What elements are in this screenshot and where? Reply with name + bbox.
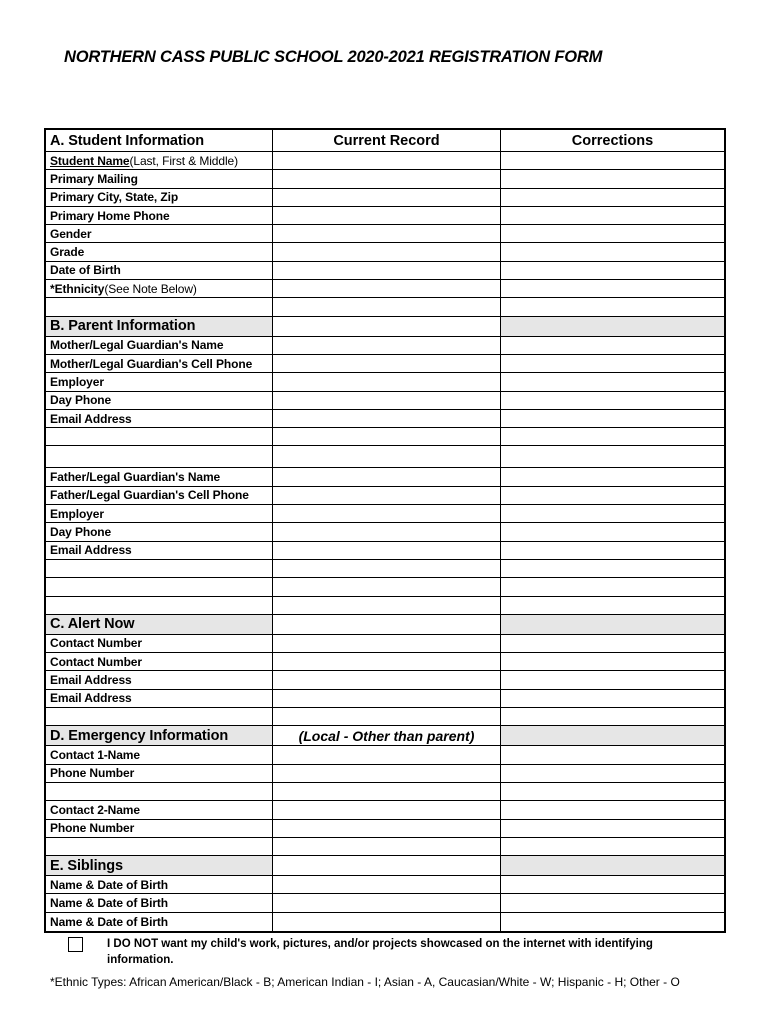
corrections-cell[interactable]: [501, 542, 724, 559]
blank-cell: [46, 428, 273, 445]
blank-row: [46, 783, 724, 801]
blank-row: [46, 597, 724, 615]
table-row: [46, 468, 724, 486]
ethnicity-note: (See Note Below): [104, 281, 197, 296]
table-row: [46, 207, 724, 225]
current-record-cell[interactable]: [273, 392, 501, 409]
emergency-note: (Local - Other than parent): [273, 726, 501, 745]
field-label: Mother/Legal Guardian's Name: [46, 337, 273, 354]
current-record-header: Current Record: [273, 130, 501, 151]
table-row: [46, 243, 724, 261]
corrections-cell[interactable]: [501, 635, 724, 652]
corrections-cell[interactable]: [501, 765, 724, 782]
corrections-cell[interactable]: [501, 446, 724, 467]
section-spacer: [501, 615, 724, 634]
corrections-cell[interactable]: [501, 597, 724, 614]
corrections-cell[interactable]: [501, 876, 724, 893]
field-label: Date of Birth: [46, 262, 273, 279]
corrections-cell[interactable]: [501, 428, 724, 445]
corrections-cell[interactable]: [501, 225, 724, 242]
current-record-cell[interactable]: [273, 894, 501, 911]
field-label: Primary City, State, Zip: [46, 189, 273, 206]
section-spacer: [501, 726, 724, 745]
ethnicity-label: *Ethnicity: [50, 281, 105, 296]
corrections-cell[interactable]: [501, 298, 724, 315]
field-label: Contact 2-Name: [46, 801, 273, 818]
table-row: [46, 225, 724, 243]
section-spacer: [501, 856, 724, 875]
field-label: [46, 280, 273, 297]
current-record-cell[interactable]: [273, 653, 501, 670]
field-label: Employer: [46, 505, 273, 522]
field-label: Phone Number: [46, 820, 273, 837]
field-label: [46, 152, 273, 169]
corrections-cell[interactable]: [501, 337, 724, 354]
current-record-cell[interactable]: [273, 262, 501, 279]
corrections-cell[interactable]: [501, 170, 724, 187]
corrections-cell[interactable]: [501, 207, 724, 224]
corrections-cell[interactable]: [501, 708, 724, 725]
table-row: [46, 765, 724, 783]
section-c-title: C. Alert Now: [46, 615, 273, 634]
table-row: [46, 876, 724, 894]
section-spacer: [273, 317, 501, 336]
current-record-cell[interactable]: [273, 152, 501, 169]
table-row: [46, 355, 724, 373]
corrections-cell[interactable]: [501, 801, 724, 818]
corrections-cell[interactable]: [501, 152, 724, 169]
current-record-cell[interactable]: [273, 690, 501, 707]
section-c-header: [46, 615, 724, 635]
corrections-cell[interactable]: [501, 578, 724, 595]
field-label: Name & Date of Birth: [46, 894, 273, 911]
current-record-cell[interactable]: [273, 373, 501, 390]
blank-cell: [46, 838, 273, 855]
current-record-cell[interactable]: [273, 468, 501, 485]
section-e-header: [46, 856, 724, 876]
current-record-cell[interactable]: [273, 428, 501, 445]
current-record-cell[interactable]: [273, 170, 501, 187]
corrections-cell[interactable]: [501, 560, 724, 577]
table-row: [46, 152, 724, 170]
current-record-cell[interactable]: [273, 505, 501, 522]
current-record-cell[interactable]: [273, 671, 501, 688]
corrections-cell[interactable]: [501, 690, 724, 707]
field-label: Contact Number: [46, 635, 273, 652]
current-record-cell[interactable]: [273, 446, 501, 467]
blank-row: [46, 708, 724, 726]
current-record-cell[interactable]: [273, 765, 501, 782]
corrections-cell[interactable]: [501, 653, 724, 670]
current-record-cell[interactable]: [273, 410, 501, 427]
section-b-title: B. Parent Information: [46, 317, 273, 336]
field-label: Day Phone: [46, 392, 273, 409]
current-record-cell[interactable]: [273, 820, 501, 837]
table-row: [46, 189, 724, 207]
corrections-cell[interactable]: [501, 392, 724, 409]
table-row: [46, 262, 724, 280]
blank-row: [46, 298, 724, 316]
blank-cell: [46, 708, 273, 725]
form-title: NORTHERN CASS PUBLIC SCHOOL 2020-2021 REGISTRATION FORM: [64, 48, 603, 66]
table-row: [46, 801, 724, 819]
table-row: [46, 635, 724, 653]
corrections-cell[interactable]: [501, 820, 724, 837]
section-spacer: [273, 615, 501, 634]
current-record-cell[interactable]: [273, 337, 501, 354]
current-record-cell[interactable]: [273, 746, 501, 763]
current-record-cell[interactable]: [273, 243, 501, 260]
optout-row: [68, 936, 718, 968]
current-record-cell[interactable]: [273, 578, 501, 595]
table-row: [46, 280, 724, 298]
current-record-cell[interactable]: [273, 225, 501, 242]
field-label: Gender: [46, 225, 273, 242]
field-label: Day Phone: [46, 523, 273, 540]
current-record-cell[interactable]: [273, 355, 501, 372]
table-row: [46, 653, 724, 671]
student-name-note: (Last, First & Middle): [129, 153, 238, 168]
field-label: Email Address: [46, 671, 273, 688]
field-label: Mother/Legal Guardian's Cell Phone: [46, 355, 273, 372]
corrections-header: Corrections: [571, 132, 654, 149]
section-e-title: E. Siblings: [46, 856, 273, 875]
table-row: [46, 746, 724, 764]
table-row: [46, 690, 724, 708]
registration-table: [44, 128, 726, 933]
corrections-cell[interactable]: [501, 189, 724, 206]
optout-text: I DO NOT want my child's work, pictures, and/or projects showcased on the internet with identifying information.: [107, 938, 653, 966]
section-a-header: [46, 130, 724, 152]
table-row: [46, 523, 724, 541]
table-row: [46, 410, 724, 428]
field-label: Contact Number: [46, 653, 273, 670]
current-record-cell[interactable]: [273, 280, 501, 297]
field-label: Phone Number: [46, 765, 273, 782]
field-label: Contact 1-Name: [46, 746, 273, 763]
corrections-cell[interactable]: [501, 746, 724, 763]
current-record-cell[interactable]: [273, 913, 501, 931]
ethnic-types-footnote: *Ethnic Types: African American/Black - B; American Indian - I; Asian - A, Caucasian/White - W; Hispanic - H; Other - O: [50, 975, 680, 989]
blank-cell: [46, 597, 273, 614]
blank-row: [46, 560, 724, 578]
section-a-title: A. Student Information: [46, 130, 273, 151]
corrections-cell[interactable]: [501, 838, 724, 855]
table-row: [46, 894, 724, 912]
current-record-cell[interactable]: [273, 597, 501, 614]
table-row: [46, 913, 724, 931]
current-record-cell[interactable]: [273, 838, 501, 855]
blank-row: [46, 838, 724, 856]
corrections-cell[interactable]: [501, 410, 724, 427]
current-record-cell[interactable]: [273, 783, 501, 800]
table-row: [46, 505, 724, 523]
table-row: [46, 392, 724, 410]
table-row: [46, 820, 724, 838]
blank-cell: [46, 578, 273, 595]
corrections-cell[interactable]: [501, 671, 724, 688]
field-label: Email Address: [46, 542, 273, 559]
table-row: [46, 337, 724, 355]
corrections-cell[interactable]: [501, 243, 724, 260]
section-d-title: D. Emergency Information: [46, 726, 273, 745]
current-record-cell[interactable]: [273, 560, 501, 577]
table-row: [46, 373, 724, 391]
current-record-cell[interactable]: [273, 635, 501, 652]
field-label: Father/Legal Guardian's Cell Phone: [46, 487, 273, 504]
table-row: [46, 487, 724, 505]
corrections-cell[interactable]: [501, 262, 724, 279]
student-name-label: Student Name: [50, 153, 130, 168]
section-b-header: [46, 317, 724, 337]
corrections-cell[interactable]: [501, 913, 724, 931]
blank-row: [46, 428, 724, 446]
field-label: Employer: [46, 373, 273, 390]
current-record-cell[interactable]: [273, 542, 501, 559]
corrections-cell[interactable]: [501, 468, 724, 485]
field-label: Primary Mailing: [46, 170, 273, 187]
current-record-cell[interactable]: [273, 876, 501, 893]
current-record-cell[interactable]: [273, 487, 501, 504]
table-row: [46, 671, 724, 689]
blank-cell: [46, 560, 273, 577]
blank-cell: [46, 446, 273, 467]
section-spacer: [273, 856, 501, 875]
field-label: Email Address: [46, 410, 273, 427]
field-label: Father/Legal Guardian's Name: [46, 468, 273, 485]
current-record-cell[interactable]: [273, 298, 501, 315]
field-label: Name & Date of Birth: [46, 913, 273, 931]
corrections-cell[interactable]: [501, 505, 724, 522]
corrections-cell[interactable]: [501, 373, 724, 390]
blank-cell: [46, 298, 273, 315]
current-record-cell[interactable]: [273, 189, 501, 206]
field-label: Primary Home Phone: [46, 207, 273, 224]
corrections-cell[interactable]: [501, 523, 724, 540]
optout-checkbox[interactable]: [68, 937, 83, 952]
corrections-cell[interactable]: [501, 783, 724, 800]
table-row: [46, 542, 724, 560]
corrections-cell[interactable]: [501, 280, 724, 297]
field-label: Email Address: [46, 690, 273, 707]
blank-row: [46, 578, 724, 596]
section-spacer: [501, 317, 724, 336]
corrections-cell[interactable]: [501, 894, 724, 911]
current-record-cell[interactable]: [273, 708, 501, 725]
current-record-cell[interactable]: [273, 523, 501, 540]
blank-cell: [46, 783, 273, 800]
current-record-cell[interactable]: [273, 207, 501, 224]
field-label: Name & Date of Birth: [46, 876, 273, 893]
current-record-cell[interactable]: [273, 801, 501, 818]
corrections-cell[interactable]: [501, 487, 724, 504]
section-d-header: [46, 726, 724, 746]
table-row: [46, 170, 724, 188]
corrections-cell[interactable]: [501, 355, 724, 372]
blank-row: [46, 446, 724, 468]
field-label: Grade: [46, 243, 273, 260]
